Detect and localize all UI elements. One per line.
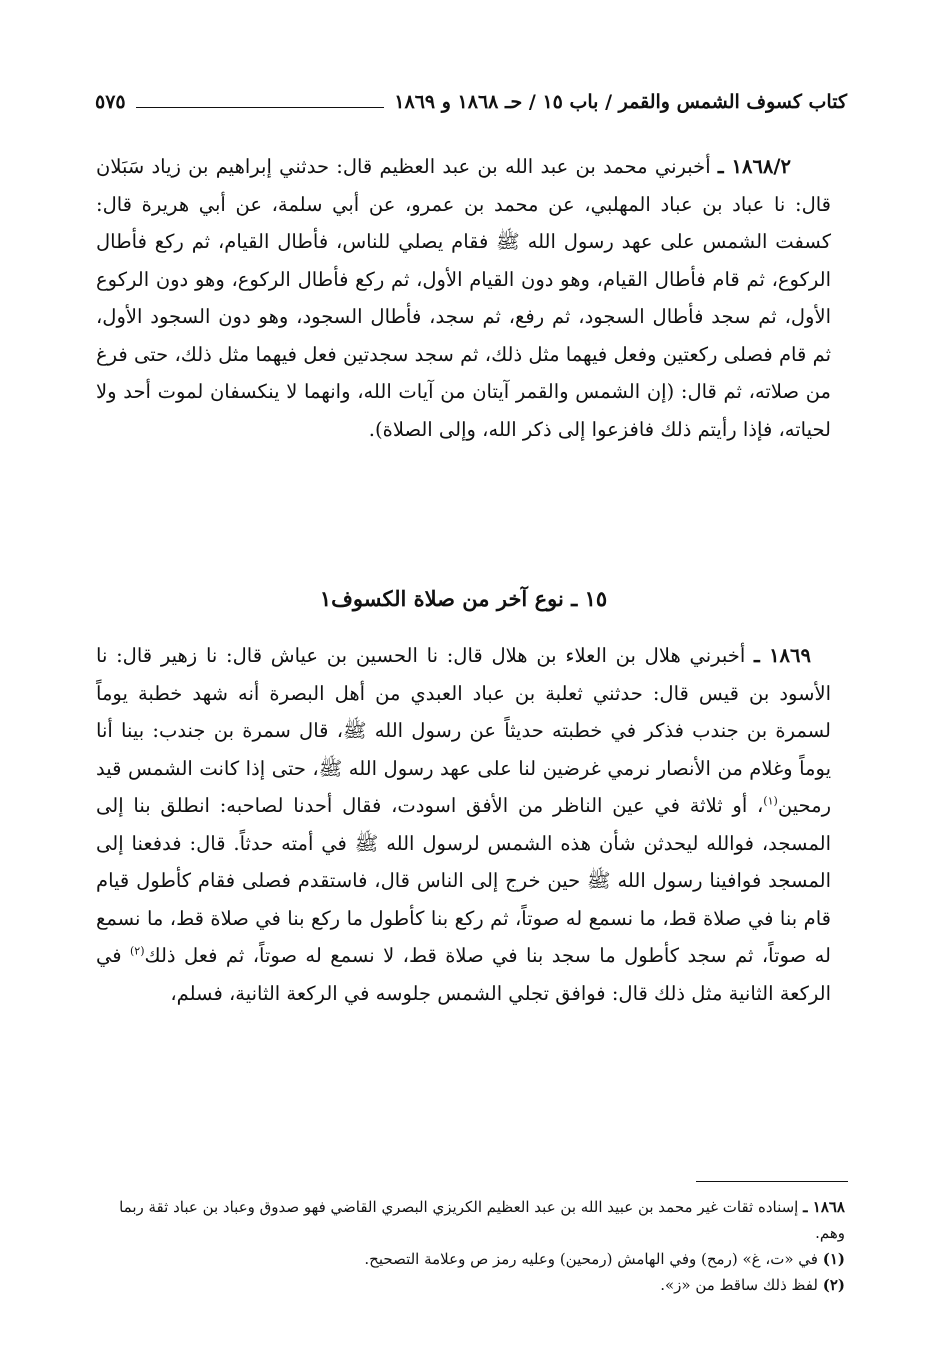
- footnotes: [96, 1194, 845, 1298]
- section-heading: ١٥ ـ نوع آخر من صلاة الكسوف١: [319, 586, 608, 611]
- footnote-ref-1: (١): [763, 794, 778, 808]
- footnote-2: [96, 1272, 845, 1298]
- footnote-2-text: لفظ ذلك ساقط من «ز».: [660, 1276, 818, 1294]
- hadith-1869-number: ١٨٦٩ ـ: [754, 644, 811, 667]
- footnote-ref-2: (٢): [130, 944, 145, 958]
- hadith-1869-text-c: في الركعة الثانية مثل ذلك قال: فوافق تجلي الشمس جلوسه في الركعة الثانية، فسلم،: [96, 944, 831, 1005]
- footnote-separator: [696, 1181, 848, 1182]
- header-rule: [136, 107, 385, 108]
- hadith-1868-number: ١٨٦٨/٢ ـ: [717, 155, 791, 178]
- footnote-1868-label: ١٨٦٨ ـ: [803, 1198, 845, 1216]
- hadith-1869-text-a: أخبرني هلال بن العلاء بن هلال قال: نا الحسين بن عياش قال: نا زهير قال: نا الأسود بن قيس قال: حدثني ثعلبة بن عباد العبدي من أهل البصرة أنه شهد خطبة يوماً لسمرة بن جندب فذكر في خطبته حديثاً عن رسول الله ﷺ، قال سمرة بن جندب: بينا أنا يوماً وغلام من الأنصار نرمي غرضين لنا على عهد رسول الله ﷺ، حتى إذا كانت الشمس قيد رمحين: [96, 644, 831, 817]
- footnote-1-text: في «ت، غ» (رمح) وفي الهامش (رمحين) وعليه رمز ص وعلامة التصحيح.: [364, 1250, 818, 1268]
- page-number: ٥٧٥: [95, 91, 126, 113]
- footnote-1-label: (١): [822, 1250, 845, 1268]
- hadith-1869: [96, 637, 831, 1012]
- footnote-1868-text: إسناده ثقات غير محمد بن عبيد الله بن عبد العظيم الكريزي البصري القاضي فهو صدوق وعباد بن عباد ثقة ربما وهم.: [119, 1198, 845, 1242]
- footnote-2-label: (٢): [822, 1276, 845, 1294]
- page-header: [95, 84, 847, 120]
- footnote-1868: [96, 1194, 845, 1246]
- hadith-1869-text-b: ، أو ثلاثة في عين الناظر من الأفق اسودت، فقال أحدنا لصاحبه: انطلق بنا إلى المسجد، فوالله ليحدثن شأن هذه الشمس لرسول الله ﷺ في أمته حدثاً. قال: فدفعنا إلى المسجد فوافينا رسول الله ﷺ حين خرج إلى الناس قال، فاستقدم فصلى فقام كأطول قيام قام بنا في صلاة قط، ما نسمع له صوتاً، ثم ركع بنا كأطول ما ركع بنا في صلاة قط، ما نسمع له صوتاً، ثم سجد كأطول ما سجد بنا في صلاة قط، لا نسمع له صوتاً، ثم فعل ذلك: [96, 794, 831, 967]
- hadith-1868-text: أخبرني محمد بن عبد الله بن عبد العظيم قال: حدثني إبراهيم بن زياد سَبَلان قال: نا عباد بن عباد المهلبي، عن محمد بن عمرو، عن أبي سلمة، عن أبي هريرة قال: كسفت الشمس على عهد رسول الله ﷺ فقام يصلي للناس، فأطال القيام، ثم ركع فأطال الركوع، ثم قام فأطال القيام، وهو دون القيام الأول، ثم ركع فأطال الركوع، وهو دون الركوع الأول، ثم سجد فأطال السجود، ثم رفع، ثم سجد، فأطال السجود، وهو دون السجود الأول، ثم قام فصلى ركعتين وفعل فيهما مثل ذلك، ثم سجد سجدتين فعل فيهما مثل ذلك، حتى فرغ من صلاته، ثم قال: (إن الشمس والقمر آيتان من آيات الله، وانهما لا ينكسفان لموت أحد ولا لحياته، فإذا رأيتم ذلك فافزعوا إلى ذكر الله، وإلى الصلاة).: [96, 155, 831, 441]
- footnote-1: [96, 1246, 845, 1272]
- running-title: كتاب كسوف الشمس والقمر / باب ١٥ / حـ ١٨٦٨ و ١٨٦٩: [394, 91, 847, 113]
- hadith-1868: [96, 148, 831, 448]
